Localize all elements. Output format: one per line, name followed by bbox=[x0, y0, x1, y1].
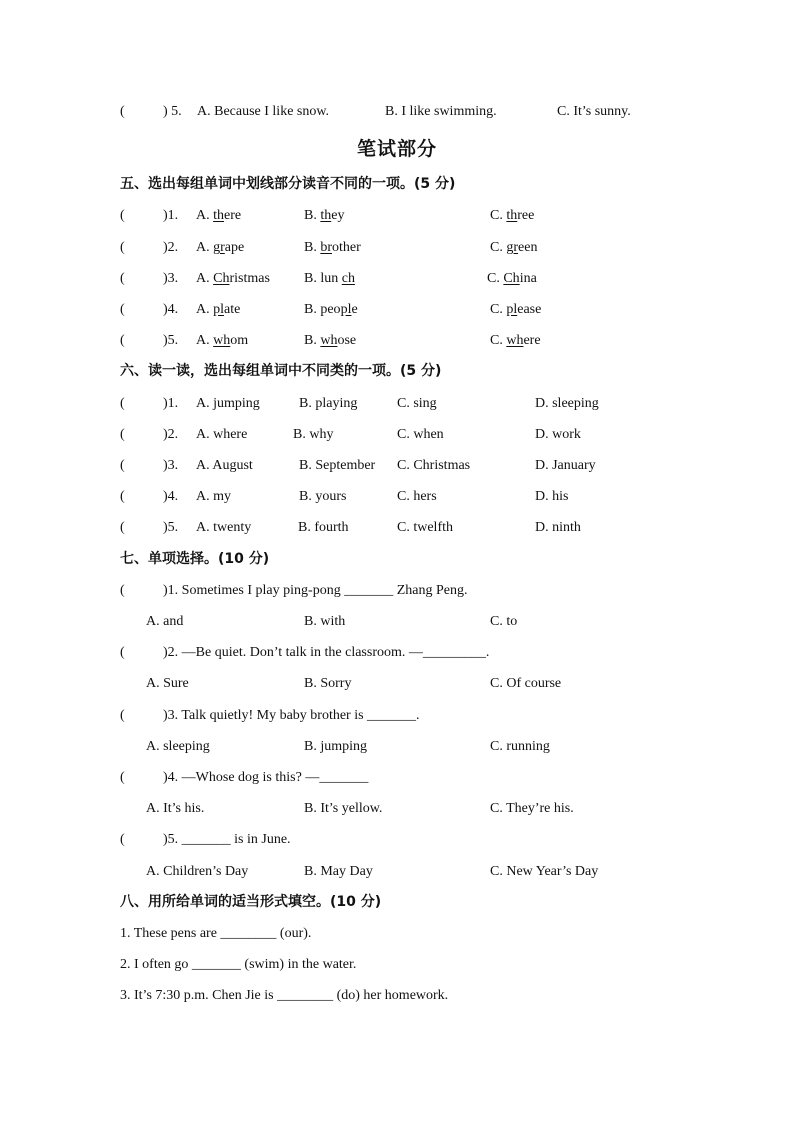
option-b: B. fourth bbox=[298, 520, 349, 535]
option-a: A. my bbox=[196, 489, 231, 504]
answer-paren: ( bbox=[120, 645, 125, 660]
option-c: C. hers bbox=[397, 489, 437, 504]
options-line bbox=[0, 611, 794, 633]
option-d: D. ninth bbox=[535, 520, 581, 535]
option-a bbox=[196, 330, 248, 352]
underlined-letters: pl bbox=[506, 302, 518, 317]
option-suffix: other bbox=[332, 240, 361, 255]
option-prefix: B. bbox=[304, 333, 321, 348]
category-row bbox=[0, 455, 794, 477]
option-prefix: B. peo bbox=[304, 302, 341, 317]
option-a: A. Sure bbox=[146, 676, 189, 691]
option-a: A. jumping bbox=[196, 396, 260, 411]
option-prefix: A. bbox=[196, 271, 214, 286]
option-a: A. twenty bbox=[196, 520, 252, 535]
options-line bbox=[0, 736, 794, 758]
option-prefix: B. lun bbox=[304, 271, 342, 286]
option-b: B. September bbox=[299, 458, 376, 473]
option-b: B. jumping bbox=[304, 739, 368, 754]
option-b bbox=[304, 268, 355, 290]
question-line bbox=[0, 642, 794, 664]
answer-paren: ( bbox=[120, 770, 125, 785]
section-5-heading: 五、选出每组单词中划线部分读音不同的一项。(5 分) bbox=[120, 176, 456, 192]
option-c: C. Christmas bbox=[397, 458, 471, 473]
answer-paren: ( bbox=[120, 240, 125, 255]
question-number: )5. bbox=[163, 520, 179, 535]
answer-paren: ( bbox=[120, 208, 125, 223]
option-prefix: B. bbox=[304, 208, 321, 223]
underlined-letters: Ch bbox=[503, 271, 520, 286]
question-number: )4. bbox=[163, 489, 179, 504]
option-a bbox=[196, 268, 270, 290]
option-b bbox=[304, 330, 356, 352]
option-c bbox=[490, 299, 541, 321]
fill-blank-text: 1. These pens are ________ (our). bbox=[120, 926, 312, 941]
answer-paren: ( bbox=[120, 104, 125, 119]
option-c: C. They’re his. bbox=[490, 801, 574, 816]
question-number: )2. bbox=[163, 240, 179, 255]
answer-paren: ( bbox=[120, 489, 125, 504]
option-d: D. sleeping bbox=[535, 396, 599, 411]
option-b bbox=[304, 205, 344, 227]
underlined-letters: th bbox=[320, 208, 332, 223]
option-b: B. playing bbox=[299, 396, 358, 411]
option-a: A. It’s his. bbox=[146, 801, 205, 816]
fill-blank-line bbox=[0, 923, 794, 945]
option-c: C. New Year’s Day bbox=[490, 864, 599, 879]
question-text: )1. Sometimes I play ping-pong _______ Zhang Peng. bbox=[163, 583, 468, 598]
underlined-letters: th bbox=[213, 208, 225, 223]
underlined-letters: th bbox=[506, 208, 518, 223]
phonics-row bbox=[0, 299, 794, 321]
option-b: B. why bbox=[293, 427, 334, 442]
option-a bbox=[196, 205, 241, 227]
option-prefix: A. bbox=[196, 240, 214, 255]
answer-paren: ( bbox=[120, 458, 125, 473]
underlined-letters: br bbox=[320, 240, 333, 255]
underlined-letters: pl bbox=[340, 302, 352, 317]
option-suffix: ey bbox=[331, 208, 345, 223]
option-prefix: C. bbox=[487, 271, 504, 286]
option-c: C. twelfth bbox=[397, 520, 453, 535]
question-number: )1. bbox=[163, 396, 179, 411]
option-d: D. his bbox=[535, 489, 569, 504]
fill-blank-text: 3. It’s 7:30 p.m. Chen Jie is ________ (do) her homework. bbox=[120, 988, 449, 1003]
section-7-heading: 七、单项选择。(10 分) bbox=[120, 551, 270, 567]
option-suffix: ease bbox=[517, 302, 542, 317]
question-number: )4. bbox=[163, 302, 179, 317]
question-line bbox=[0, 101, 794, 123]
option-d: D. work bbox=[535, 427, 581, 442]
option-c: C. to bbox=[490, 614, 518, 629]
option-suffix: ree bbox=[517, 208, 535, 223]
options-line bbox=[0, 798, 794, 820]
answer-paren: ( bbox=[120, 271, 125, 286]
option-c: C. running bbox=[490, 739, 550, 754]
answer-paren: ( bbox=[120, 832, 125, 847]
option-c: C. It’s sunny. bbox=[557, 104, 631, 119]
option-prefix: A. bbox=[196, 302, 214, 317]
option-c bbox=[490, 237, 537, 259]
option-b: B. May Day bbox=[304, 864, 373, 879]
option-suffix: ere bbox=[224, 208, 242, 223]
question-number: )3. bbox=[163, 458, 179, 473]
phonics-row bbox=[0, 205, 794, 227]
underlined-letters: ch bbox=[341, 271, 355, 286]
question-text: )5. _______ is in June. bbox=[163, 832, 291, 847]
category-row bbox=[0, 486, 794, 508]
section-8-heading: 八、用所给单词的适当形式填空。(10 分) bbox=[120, 894, 382, 910]
option-a bbox=[196, 237, 244, 259]
option-a bbox=[196, 299, 240, 321]
category-row bbox=[0, 393, 794, 415]
question-text: )4. —Whose dog is this? —_______ bbox=[163, 770, 369, 785]
question-line bbox=[0, 767, 794, 789]
option-prefix: A. bbox=[196, 333, 214, 348]
option-c bbox=[487, 268, 537, 290]
answer-paren: ( bbox=[120, 302, 125, 317]
option-c: C. sing bbox=[397, 396, 437, 411]
option-suffix: ose bbox=[337, 333, 357, 348]
answer-paren: ( bbox=[120, 583, 125, 598]
question-number: )2. bbox=[163, 427, 179, 442]
option-b: B. Sorry bbox=[304, 676, 352, 691]
option-b bbox=[304, 299, 358, 321]
option-a: A. Children’s Day bbox=[146, 864, 249, 879]
option-a: A. Because I like snow. bbox=[197, 104, 330, 119]
question-line bbox=[0, 829, 794, 851]
option-suffix: ape bbox=[224, 240, 245, 255]
option-b: B. with bbox=[304, 614, 346, 629]
option-suffix: om bbox=[230, 333, 249, 348]
option-suffix: e bbox=[351, 302, 358, 317]
question-text: )3. Talk quietly! My baby brother is _______. bbox=[163, 708, 420, 723]
option-prefix: C. bbox=[490, 333, 507, 348]
question-number: )5. bbox=[163, 333, 179, 348]
option-prefix: C. bbox=[490, 208, 507, 223]
option-d: D. January bbox=[535, 458, 596, 473]
option-suffix: ere bbox=[523, 333, 541, 348]
option-b: B. yours bbox=[299, 489, 347, 504]
option-c: C. when bbox=[397, 427, 444, 442]
fill-blank-text: 2. I often go _______ (swim) in the water. bbox=[120, 957, 357, 972]
option-c bbox=[490, 205, 534, 227]
options-line bbox=[0, 861, 794, 883]
option-b: B. It’s yellow. bbox=[304, 801, 383, 816]
option-prefix: B. bbox=[304, 240, 321, 255]
option-b bbox=[304, 237, 361, 259]
option-suffix: een bbox=[518, 240, 538, 255]
option-b: B. I like swimming. bbox=[385, 104, 497, 119]
phonics-row bbox=[0, 330, 794, 352]
option-suffix: ristmas bbox=[229, 271, 270, 286]
answer-paren: ( bbox=[120, 427, 125, 442]
underlined-letters: pl bbox=[213, 302, 225, 317]
option-prefix: A. bbox=[196, 208, 214, 223]
underlined-letters: wh bbox=[320, 333, 338, 348]
answer-paren: ( bbox=[120, 708, 125, 723]
options-line bbox=[0, 673, 794, 695]
option-suffix: ate bbox=[224, 302, 241, 317]
underlined-letters: wh bbox=[213, 333, 231, 348]
answer-paren: ( bbox=[120, 333, 125, 348]
option-c bbox=[490, 330, 541, 352]
fill-blank-line bbox=[0, 954, 794, 976]
question-number: ) 5. bbox=[163, 104, 182, 119]
option-suffix: ina bbox=[519, 271, 537, 286]
category-row bbox=[0, 424, 794, 446]
underlined-letters: gr bbox=[506, 240, 519, 255]
underlined-letters: wh bbox=[506, 333, 524, 348]
option-c: C. Of course bbox=[490, 676, 562, 691]
underlined-letters: gr bbox=[213, 240, 225, 255]
option-a: A. sleeping bbox=[146, 739, 210, 754]
phonics-row bbox=[0, 268, 794, 290]
section-6-heading: 六、读一读，选出每组单词中不同类的一项。(5 分) bbox=[120, 363, 442, 379]
answer-paren: ( bbox=[120, 396, 125, 411]
category-row bbox=[0, 517, 794, 539]
page-title: 笔试部分 bbox=[356, 138, 437, 160]
fill-blank-line bbox=[0, 985, 794, 1007]
question-number: )1. bbox=[163, 208, 179, 223]
phonics-row bbox=[0, 237, 794, 259]
question-text: )2. —Be quiet. Don’t talk in the classroom. —_________. bbox=[163, 645, 490, 660]
underlined-letters: Ch bbox=[213, 271, 230, 286]
option-prefix: C. bbox=[490, 302, 507, 317]
question-line bbox=[0, 580, 794, 602]
question-line bbox=[0, 705, 794, 727]
question-number: )3. bbox=[163, 271, 179, 286]
option-a: A. August bbox=[196, 458, 253, 473]
answer-paren: ( bbox=[120, 520, 125, 535]
option-a: A. where bbox=[196, 427, 248, 442]
option-a: A. and bbox=[146, 614, 184, 629]
option-prefix: C. bbox=[490, 240, 507, 255]
